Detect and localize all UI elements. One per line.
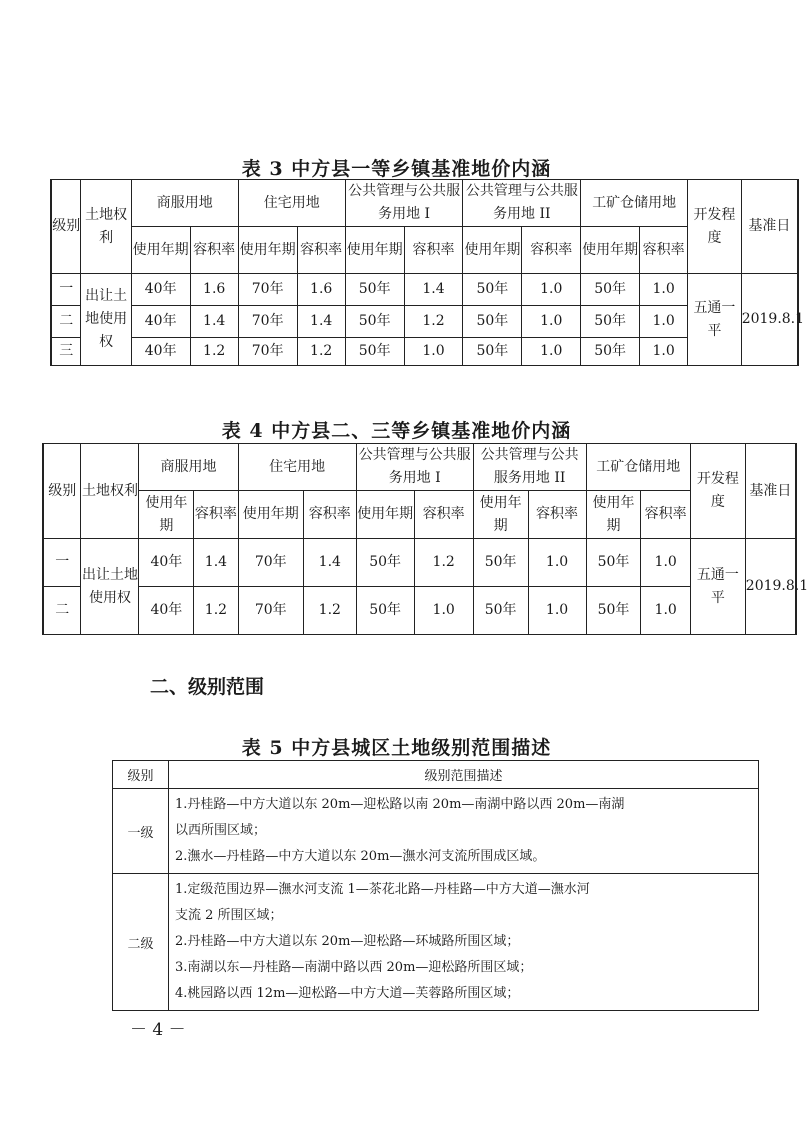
cell-land-right: 出让土地使用权	[81, 274, 131, 366]
cell-value: 1.0	[404, 338, 463, 366]
cell-development: 五通一平	[690, 539, 745, 635]
cell-value: 40年	[139, 587, 194, 635]
cell-value: 1.6	[190, 274, 238, 306]
description-line: 支流 2 所围区域；	[175, 908, 283, 923]
header-development: 开发程度	[688, 180, 742, 274]
description-line: 2.潕水—丹桂路—中方大道以东 20m—潕水河支流所围成区域。	[175, 849, 546, 864]
table-row	[43, 587, 796, 635]
header-base-date: 基准日	[745, 444, 796, 539]
table-row	[113, 789, 759, 874]
cell-value: 1.2	[414, 539, 473, 587]
cell-value: 40年	[131, 306, 190, 338]
header-far: 容积率	[303, 491, 356, 539]
cell-value: 40年	[139, 539, 194, 587]
cell-value: 50年	[586, 587, 641, 635]
header-public-2: 公共管理与公共服务用地 II	[463, 180, 581, 227]
header-public-2: 公共管理与公共服务用地 II	[473, 444, 586, 491]
cell-value: 1.0	[641, 539, 691, 587]
table5-title: 表 5 中方县城区土地级别范围描述	[241, 737, 552, 759]
cell-value: 50年	[581, 274, 640, 306]
cell-value: 50年	[356, 587, 414, 635]
cell-value: 1.0	[640, 338, 688, 366]
cell-value: 1.0	[414, 587, 473, 635]
cell-value: 1.4	[194, 539, 238, 587]
cell-value: 70年	[238, 274, 297, 306]
cell-base-date: 2019.8.1	[745, 539, 796, 635]
cell-value: 1.0	[640, 306, 688, 338]
cell-level: 二	[51, 306, 81, 338]
cell-level: 二	[43, 587, 81, 635]
table-row	[51, 306, 798, 338]
cell-value: 1.2	[190, 338, 238, 366]
cell-value: 50年	[463, 306, 522, 338]
cell-value: 1.6	[297, 274, 345, 306]
header-term: 使用年期	[345, 227, 404, 274]
description-line: 4.桃园路以西 12m—迎松路—中方大道—芙蓉路所围区域；	[175, 986, 520, 1001]
cell-value: 50年	[463, 338, 522, 366]
cell-value: 70年	[238, 539, 303, 587]
table5	[112, 760, 759, 1011]
header-term: 使用年期	[238, 227, 297, 274]
header-residential: 住宅用地	[238, 180, 345, 227]
cell-value: 50年	[473, 587, 528, 635]
header-term: 使用年期	[238, 491, 303, 539]
cell-value: 1.0	[522, 338, 581, 366]
table3-title: 表 3 中方县一等乡镇基准地价内涵	[241, 158, 552, 180]
cell-land-right: 出让土地使用权	[81, 539, 139, 635]
cell-value: 1.4	[297, 306, 345, 338]
header-level: 级别	[43, 444, 81, 539]
cell-level: 一	[51, 274, 81, 306]
description-line: 3.南湖以东—丹桂路—南湖中路以西 20m—迎松路所围区域；	[175, 960, 533, 975]
cell-value: 1.2	[297, 338, 345, 366]
cell-value: 70年	[238, 338, 297, 366]
table-row	[51, 274, 798, 306]
header-far: 容积率	[194, 491, 238, 539]
cell-value: 50年	[586, 539, 641, 587]
cell-value: 50年	[581, 306, 640, 338]
header-level: 级别	[113, 761, 169, 789]
header-far: 容积率	[190, 227, 238, 274]
cell-description	[169, 789, 759, 874]
header-public-1: 公共管理与公共服务用地 I	[345, 180, 463, 227]
table-row	[43, 539, 796, 587]
cell-value: 1.4	[404, 274, 463, 306]
cell-value: 1.2	[194, 587, 238, 635]
header-development: 开发程度	[690, 444, 745, 539]
header-commercial: 商服用地	[131, 180, 238, 227]
cell-value: 70年	[238, 587, 303, 635]
header-term: 使用年期	[586, 491, 641, 539]
cell-value: 50年	[345, 306, 404, 338]
header-industrial: 工矿仓储用地	[581, 180, 688, 227]
cell-value: 40年	[131, 274, 190, 306]
header-term: 使用年期	[356, 491, 414, 539]
header-description: 级别范围描述	[169, 761, 759, 789]
cell-level: 一	[43, 539, 81, 587]
header-far: 容积率	[522, 227, 581, 274]
header-land-right: 土地权利	[81, 180, 131, 274]
cell-description	[169, 874, 759, 1011]
cell-base-date: 2019.8.1	[741, 274, 798, 366]
cell-value: 1.0	[522, 274, 581, 306]
header-term: 使用年期	[473, 491, 528, 539]
cell-value: 50年	[463, 274, 522, 306]
description-line: 1.定级范围边界—潕水河支流 1—茶花北路—丹桂路—中方大道—潕水河	[175, 882, 590, 897]
header-industrial: 工矿仓储用地	[586, 444, 690, 491]
table3	[50, 179, 805, 366]
header-land-right: 土地权利	[81, 444, 139, 539]
cell-development: 五通一平	[688, 274, 742, 366]
cell-value: 50年	[356, 539, 414, 587]
header-far: 容积率	[297, 227, 345, 274]
table4	[42, 443, 808, 635]
header-term: 使用年期	[131, 227, 190, 274]
cell-value: 50年	[345, 338, 404, 366]
header-level: 级别	[51, 180, 81, 274]
header-residential: 住宅用地	[238, 444, 356, 491]
cell-value: 40年	[131, 338, 190, 366]
cell-value: 50年	[345, 274, 404, 306]
cell-level: 三	[51, 338, 81, 366]
cell-level: 一级	[113, 789, 169, 874]
cell-value: 50年	[473, 539, 528, 587]
table4-title: 表 4 中方县二、三等乡镇基准地价内涵	[221, 420, 572, 442]
header-term: 使用年期	[463, 227, 522, 274]
cell-value: 1.0	[641, 587, 691, 635]
cell-value: 70年	[238, 306, 297, 338]
cell-value: 1.2	[303, 587, 356, 635]
header-commercial: 商服用地	[139, 444, 238, 491]
description-line: 1.丹桂路—中方大道以东 20m—迎松路以南 20m—南湖中路以西 20m—南湖	[175, 797, 625, 812]
cell-value: 1.4	[190, 306, 238, 338]
section-heading: 二、级别范围	[150, 676, 265, 698]
description-line: 以西所围区域；	[175, 823, 267, 838]
header-far: 容积率	[414, 491, 473, 539]
header-term: 使用年期	[581, 227, 640, 274]
cell-value: 1.2	[404, 306, 463, 338]
cell-value: 1.0	[522, 306, 581, 338]
cell-value: 1.4	[303, 539, 356, 587]
header-base-date: 基准日	[741, 180, 798, 274]
header-far: 容积率	[404, 227, 463, 274]
table-row	[113, 874, 759, 1011]
cell-value: 1.0	[528, 539, 586, 587]
cell-value: 50年	[581, 338, 640, 366]
header-far: 容积率	[641, 491, 691, 539]
header-term: 使用年期	[139, 491, 194, 539]
cell-value: 1.0	[640, 274, 688, 306]
header-public-1: 公共管理与公共服务用地 I	[356, 444, 473, 491]
cell-value: 1.0	[528, 587, 586, 635]
table-row	[51, 338, 798, 366]
page-number: － 4 －	[130, 1020, 186, 1040]
cell-level: 二级	[113, 874, 169, 1011]
header-far: 容积率	[640, 227, 688, 274]
header-far: 容积率	[528, 491, 586, 539]
description-line: 2.丹桂路—中方大道以东 20m—迎松路—环城路所围区域；	[175, 934, 520, 949]
